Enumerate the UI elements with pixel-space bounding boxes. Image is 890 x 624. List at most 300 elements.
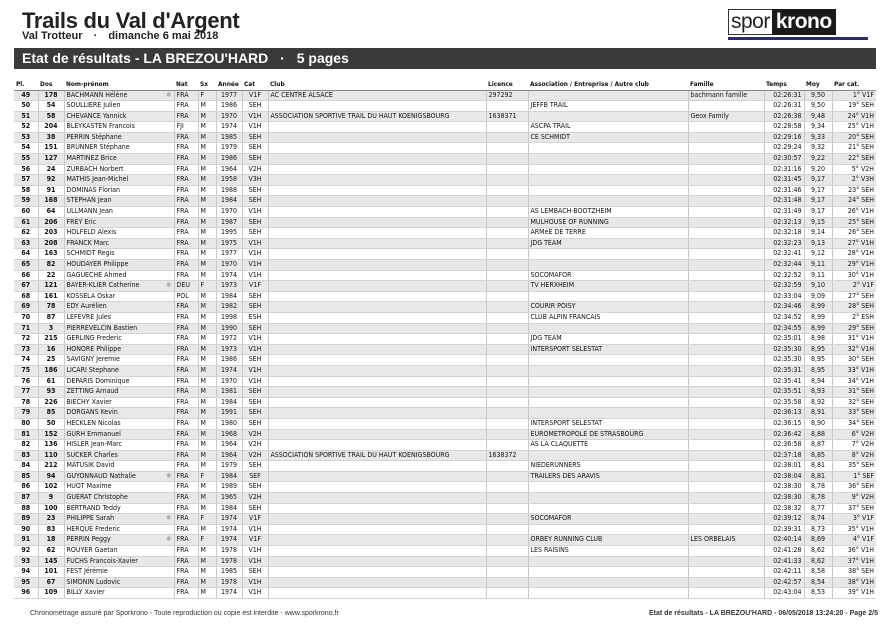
category-rank-text: 29° SEH <box>848 323 874 332</box>
cell-time <box>764 270 804 281</box>
cell-nationality <box>174 355 198 366</box>
cell-average-speed <box>804 164 832 175</box>
average-speed-text: 8,99 <box>810 312 826 321</box>
category-rank-text: 38° SEH <box>848 567 874 576</box>
birth-year-text: 1974 <box>220 524 238 533</box>
birth-year-text: 1975 <box>220 238 238 247</box>
table-row <box>14 217 876 228</box>
cell-licence <box>486 334 528 345</box>
cell-runner-name <box>64 90 174 101</box>
cell-place <box>14 482 38 493</box>
cell-time <box>764 334 804 345</box>
average-speed-text: 8,95 <box>810 344 826 353</box>
cell-sex <box>198 397 216 408</box>
cell-time <box>764 260 804 271</box>
cell-bib <box>38 344 64 355</box>
bib-text: 18 <box>46 535 56 544</box>
cell-nationality <box>174 524 198 535</box>
time-text: 02:42:57 <box>773 577 802 586</box>
cell-place <box>14 312 38 323</box>
cell-category <box>242 461 268 472</box>
category-rank-text: 22° SEH <box>848 154 874 163</box>
cell-club <box>268 270 486 281</box>
cell-licence <box>486 132 528 143</box>
average-speed-text: 8,93 <box>810 387 826 396</box>
place-text: 55 <box>21 154 31 163</box>
bib-text: 152 <box>44 429 58 438</box>
cell-time <box>764 344 804 355</box>
cell-category-rank <box>832 514 876 525</box>
cell-runner-name <box>64 228 174 239</box>
place-text: 73 <box>21 344 31 353</box>
birth-year-text: 1964 <box>220 164 238 173</box>
cell-bib <box>38 440 64 451</box>
bib-text: 93 <box>46 387 56 396</box>
cell-association <box>528 291 688 302</box>
cell-time <box>764 291 804 302</box>
cell-licence <box>486 397 528 408</box>
sex-text: M <box>200 260 206 268</box>
nationality-text: FRA <box>176 577 189 586</box>
time-text: 02:42:11 <box>773 567 802 576</box>
cell-nationality <box>174 323 198 334</box>
time-text: 02:26:31 <box>773 90 802 99</box>
nationality-text: FRA <box>176 471 189 480</box>
runner-name-text: EDY Aurélien <box>66 302 107 311</box>
col-parcat: Par cat. <box>832 78 876 90</box>
place-text: 76 <box>21 376 31 385</box>
cell-association <box>528 588 688 599</box>
table-row <box>14 132 876 143</box>
cell-club <box>268 122 486 133</box>
cell-licence <box>486 175 528 186</box>
table-row <box>14 493 876 504</box>
table-row <box>14 546 876 557</box>
nationality-text: FRA <box>176 196 189 205</box>
cell-licence <box>486 471 528 482</box>
category-text: SEH <box>248 461 262 470</box>
cell-nationality <box>174 408 198 419</box>
cell-runner-name <box>64 122 174 133</box>
cell-average-speed <box>804 270 832 281</box>
category-rank-text: 24° SEH <box>848 196 874 205</box>
birth-year-text: 1984 <box>220 503 238 512</box>
cell-club <box>268 344 486 355</box>
cell-nationality <box>174 588 198 599</box>
cell-nationality <box>174 207 198 218</box>
cell-family <box>688 260 764 271</box>
birth-year-text: 1985 <box>220 132 238 141</box>
family-text: bachmann famille <box>690 90 748 99</box>
runner-name-text: PERRIN Peggy <box>66 535 111 544</box>
cell-club <box>268 217 486 228</box>
cell-average-speed <box>804 122 832 133</box>
cell-birth-year <box>216 471 242 482</box>
cell-association <box>528 132 688 143</box>
cell-place <box>14 270 38 281</box>
runner-name-text: PHILIPPE Sarah <box>66 514 115 523</box>
cell-runner-name <box>64 546 174 557</box>
cell-category-rank <box>832 588 876 599</box>
place-text: 65 <box>21 260 31 268</box>
cell-family <box>688 588 764 599</box>
runner-name-text: SUCKER Charles <box>66 450 118 459</box>
cell-average-speed <box>804 90 832 101</box>
time-text: 02:31:48 <box>773 196 802 205</box>
cell-category-rank <box>832 207 876 218</box>
table-row <box>14 418 876 429</box>
bib-text: 24 <box>46 164 56 173</box>
place-text: 50 <box>21 101 31 110</box>
col-cat: Cat <box>242 78 268 90</box>
time-text: 02:38:04 <box>773 471 802 480</box>
cell-average-speed <box>804 365 832 376</box>
cell-family <box>688 164 764 175</box>
cell-average-speed <box>804 514 832 525</box>
cell-licence <box>486 196 528 207</box>
table-row <box>14 238 876 249</box>
average-speed-text: 8,77 <box>810 503 826 512</box>
average-speed-text: 8,95 <box>810 355 826 364</box>
cell-licence <box>486 217 528 228</box>
birth-year-text: 1974 <box>220 514 238 523</box>
cell-runner-name <box>64 323 174 334</box>
cell-bib <box>38 101 64 112</box>
col-assoc: Association / Entreprise / Autre club <box>528 78 688 90</box>
cell-runner-name <box>64 355 174 366</box>
cell-category-rank <box>832 482 876 493</box>
cell-licence <box>486 493 528 504</box>
club-text: AC CENTRE ALSACE <box>270 90 333 99</box>
table-row <box>14 143 876 154</box>
cell-runner-name <box>64 408 174 419</box>
cell-runner-name <box>64 535 174 546</box>
cell-association <box>528 122 688 133</box>
category-text: SEH <box>248 567 262 576</box>
sex-text: M <box>200 493 206 502</box>
cell-bib <box>38 154 64 165</box>
cell-sex <box>198 535 216 546</box>
cell-category-rank <box>832 355 876 366</box>
photo-icon[interactable]: ✱ <box>166 535 172 544</box>
cell-licence <box>486 281 528 292</box>
cell-birth-year <box>216 334 242 345</box>
cell-association <box>528 344 688 355</box>
cell-family <box>688 524 764 535</box>
nationality-text: FRA <box>176 312 189 321</box>
cell-time <box>764 503 804 514</box>
association-text: JDG TEAM <box>530 334 562 343</box>
table-row <box>14 503 876 514</box>
runner-name-text: HOLFELD Alexis <box>66 228 117 237</box>
cell-club <box>268 302 486 313</box>
cell-place <box>14 408 38 419</box>
photo-icon[interactable]: ✱ <box>166 90 172 99</box>
table-row <box>14 291 876 302</box>
place-text: 66 <box>21 270 31 279</box>
sex-text: M <box>200 185 206 194</box>
table-row <box>14 482 876 493</box>
time-text: 02:34:55 <box>773 323 802 332</box>
time-text: 02:32:18 <box>773 228 802 237</box>
category-text: V2H <box>248 440 262 449</box>
table-row <box>14 154 876 165</box>
cell-runner-name <box>64 440 174 451</box>
cell-bib <box>38 482 64 493</box>
bib-text: 25 <box>46 355 56 364</box>
cell-place <box>14 228 38 239</box>
cell-bib <box>38 503 64 514</box>
sex-text: M <box>200 207 206 216</box>
association-text: TV HERXHEIM <box>530 281 575 290</box>
cell-runner-name <box>64 281 174 292</box>
cell-family <box>688 365 764 376</box>
category-text: V1H <box>248 270 262 279</box>
nationality-text: FRA <box>176 217 189 226</box>
time-text: 02:37:18 <box>773 450 802 459</box>
birth-year-text: 1986 <box>220 154 238 163</box>
cell-place <box>14 143 38 154</box>
table-row <box>14 365 876 376</box>
cell-birth-year <box>216 524 242 535</box>
category-text: SEF <box>249 471 261 480</box>
cell-average-speed <box>804 196 832 207</box>
cell-birth-year <box>216 281 242 292</box>
table-row <box>14 122 876 133</box>
runner-name-text: HECKLEN Nicolas <box>66 418 121 427</box>
birth-year-text: 1964 <box>220 450 238 459</box>
birth-year-text: 1982 <box>220 302 238 311</box>
cell-association <box>528 249 688 260</box>
category-rank-text: 31° SEH <box>848 387 874 396</box>
cell-sex <box>198 334 216 345</box>
results-band-label: Etat de résultats - LA BREZOU'HARD <box>22 50 269 66</box>
photo-icon[interactable]: ✱ <box>166 281 172 290</box>
cell-association <box>528 408 688 419</box>
place-text: 95 <box>21 577 31 586</box>
col-nat: Nat <box>174 78 198 90</box>
cell-sex <box>198 524 216 535</box>
cell-time <box>764 101 804 112</box>
cell-category-rank <box>832 249 876 260</box>
category-text: V1H <box>248 122 262 131</box>
cell-average-speed <box>804 387 832 398</box>
cell-time <box>764 143 804 154</box>
cell-average-speed <box>804 556 832 567</box>
cell-average-speed <box>804 302 832 313</box>
cell-bib <box>38 185 64 196</box>
cell-licence <box>486 291 528 302</box>
cell-place <box>14 387 38 398</box>
average-speed-text: 9,15 <box>810 217 826 226</box>
association-text: LES RAISINS <box>530 546 569 555</box>
cell-family <box>688 196 764 207</box>
category-rank-text: 2° ESH <box>852 312 874 321</box>
cell-club <box>268 175 486 186</box>
sex-text: M <box>200 408 206 417</box>
cell-family <box>688 440 764 451</box>
cell-runner-name <box>64 344 174 355</box>
association-text: EUROMETROPOLE DE STRASBOURG <box>530 429 644 438</box>
cell-nationality <box>174 228 198 239</box>
cell-category-rank <box>832 164 876 175</box>
cell-club <box>268 249 486 260</box>
cell-category-rank <box>832 334 876 345</box>
cell-time <box>764 429 804 440</box>
cell-category-rank <box>832 143 876 154</box>
category-text: SEH <box>248 503 262 512</box>
nationality-text: FRA <box>176 567 189 576</box>
category-rank-text: 1° V1F <box>852 90 874 99</box>
cell-category <box>242 90 268 101</box>
sex-text: F <box>200 90 205 99</box>
cell-club <box>268 111 486 122</box>
category-rank-text: 28° SEH <box>848 302 874 311</box>
cell-birth-year <box>216 429 242 440</box>
category-rank-text: 3° V1F <box>852 514 874 523</box>
cell-time <box>764 185 804 196</box>
nationality-text: FRA <box>176 90 189 99</box>
cell-runner-name <box>64 132 174 143</box>
cell-birth-year <box>216 101 242 112</box>
time-text: 02:35:30 <box>773 355 802 364</box>
cell-bib <box>38 90 64 101</box>
cell-nationality <box>174 493 198 504</box>
cell-category-rank <box>832 196 876 207</box>
birth-year-text: 1974 <box>220 535 238 544</box>
cell-licence <box>486 185 528 196</box>
cell-family <box>688 291 764 302</box>
cell-bib <box>38 217 64 228</box>
cell-licence <box>486 535 528 546</box>
nationality-text: FRA <box>176 418 189 427</box>
cell-average-speed <box>804 567 832 578</box>
cell-family <box>688 154 764 165</box>
cell-family <box>688 503 764 514</box>
nationality-text: FRA <box>176 111 189 120</box>
nationality-text: FJI <box>176 122 184 131</box>
col-club: Club <box>268 78 486 90</box>
birth-year-text: 1981 <box>220 387 238 396</box>
category-rank-text: 26° SEH <box>848 228 874 237</box>
category-rank-text: 30° SEH <box>848 355 874 364</box>
cell-category-rank <box>832 461 876 472</box>
cell-nationality <box>174 471 198 482</box>
birth-year-text: 1979 <box>220 461 238 470</box>
runner-name-text: DEPARIS Dominique <box>66 376 130 385</box>
cell-family <box>688 132 764 143</box>
cell-category <box>242 260 268 271</box>
average-speed-text: 8,53 <box>810 588 826 597</box>
cell-club <box>268 228 486 239</box>
cell-birth-year <box>216 376 242 387</box>
cell-time <box>764 577 804 588</box>
event-date: dimanche 6 mai 2018 <box>108 30 219 42</box>
association-text: CLUB ALPIN FRANCAIS <box>530 312 601 321</box>
cell-category-rank <box>832 408 876 419</box>
cell-family <box>688 101 764 112</box>
cell-bib <box>38 334 64 345</box>
time-text: 02:33:04 <box>773 291 802 300</box>
sex-text: M <box>200 323 206 332</box>
cell-place <box>14 122 38 133</box>
category-text: V1F <box>249 90 261 99</box>
average-speed-text: 9,50 <box>810 90 826 99</box>
nationality-text: FRA <box>176 185 189 194</box>
category-text: SEH <box>248 143 262 152</box>
cell-category-rank <box>832 440 876 451</box>
cell-category-rank <box>832 175 876 186</box>
cell-licence <box>486 365 528 376</box>
cell-birth-year <box>216 440 242 451</box>
cell-average-speed <box>804 450 832 461</box>
photo-icon[interactable]: ✱ <box>166 471 172 480</box>
nationality-text: FRA <box>176 556 189 565</box>
cell-category-rank <box>832 228 876 239</box>
birth-year-text: 1987 <box>220 217 238 226</box>
nationality-text: FRA <box>176 260 189 268</box>
family-text: Geox Family <box>690 111 729 120</box>
place-text: 69 <box>21 302 31 311</box>
cell-nationality <box>174 185 198 196</box>
cell-average-speed <box>804 546 832 557</box>
cell-runner-name <box>64 101 174 112</box>
average-speed-text: 9,13 <box>810 238 826 247</box>
birth-year-text: 1964 <box>220 440 238 449</box>
sex-text: M <box>200 556 206 565</box>
bib-text: 208 <box>44 238 58 247</box>
sex-text: M <box>200 228 206 237</box>
cell-licence <box>486 207 528 218</box>
nationality-text: FRA <box>176 450 189 459</box>
time-text: 02:29:16 <box>773 132 802 141</box>
cell-category <box>242 312 268 323</box>
association-text: SOCOMAFOR <box>530 514 572 523</box>
time-text: 02:30:57 <box>773 154 802 163</box>
nationality-text: FRA <box>176 514 189 523</box>
sex-text: M <box>200 270 206 279</box>
cell-category-rank <box>832 101 876 112</box>
cell-category <box>242 175 268 186</box>
cell-family <box>688 281 764 292</box>
time-text: 02:34:46 <box>773 302 802 311</box>
cell-runner-name <box>64 577 174 588</box>
cell-bib <box>38 249 64 260</box>
cell-birth-year <box>216 418 242 429</box>
cell-category-rank <box>832 238 876 249</box>
place-text: 87 <box>21 493 31 502</box>
association-text: INTERSPORT SELESTAT <box>530 418 603 427</box>
category-text: SEH <box>248 228 262 237</box>
cell-category-rank <box>832 397 876 408</box>
place-text: 52 <box>21 122 31 131</box>
cell-place <box>14 355 38 366</box>
nationality-text: FRA <box>176 143 189 152</box>
category-rank-text: 33° SEH <box>848 408 874 417</box>
cell-category <box>242 546 268 557</box>
sex-text: M <box>200 376 206 385</box>
cell-family <box>688 567 764 578</box>
nationality-text: DEU <box>176 281 190 290</box>
cell-nationality <box>174 217 198 228</box>
table-row <box>14 450 876 461</box>
time-text: 02:31:45 <box>773 175 802 184</box>
average-speed-text: 9,20 <box>810 164 826 173</box>
cell-place <box>14 260 38 271</box>
category-rank-text: 39° V1H <box>847 588 874 597</box>
photo-icon[interactable]: ✱ <box>166 514 172 523</box>
cell-sex <box>198 312 216 323</box>
